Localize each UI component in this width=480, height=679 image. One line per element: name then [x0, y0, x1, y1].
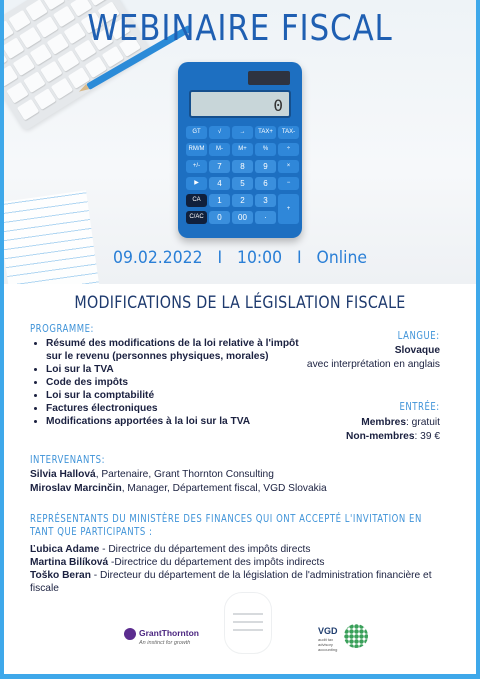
calculator-key: 3 — [255, 194, 276, 207]
seal-logo — [224, 592, 272, 654]
speaker: Silvia Hallová, Partenaire, Grant Thornton Consulting — [30, 469, 274, 480]
calculator-key: C/AC — [186, 211, 207, 224]
calculator-key: % — [255, 143, 276, 156]
calculator-key: √ — [209, 126, 230, 139]
calculator-key: × — [278, 160, 299, 173]
globe-icon — [344, 624, 368, 648]
langue-label: LANGUE: — [398, 330, 440, 342]
calculator-key: CA — [186, 194, 207, 207]
list-item: • Loi sur la comptabilité — [46, 389, 311, 402]
event-time: 10:00 — [237, 248, 283, 268]
calculator-key: 0 — [209, 211, 230, 224]
calculator-display: 0 — [189, 90, 291, 118]
grant-thornton-icon — [124, 628, 136, 640]
calculator-image — [178, 62, 302, 238]
calculator-key: 6 — [255, 177, 276, 190]
calculator-key: ÷ — [278, 143, 299, 156]
list-item: • Modifications apportées à la loi sur la TVA — [46, 415, 311, 428]
separator: I — [217, 248, 223, 268]
calculator-key: TAX+ — [255, 126, 276, 139]
programme-list — [30, 337, 311, 428]
calculator-key: M- — [209, 143, 230, 156]
members-price: Membres: gratuit — [361, 417, 440, 428]
list-item: • Loi sur la TVA — [46, 363, 311, 376]
entree-label: ENTRÉE: — [399, 401, 440, 413]
event-date: 09.02.2022 — [112, 248, 203, 268]
list-item: • Code des impôts — [46, 376, 311, 389]
page-title: WEBINAIRE FISCAL — [87, 8, 393, 49]
calculator-key: · — [255, 211, 276, 224]
langue-value: Slovaque — [394, 345, 440, 356]
vgd-logo: VGD audit tax advisory accounting — [318, 624, 374, 652]
separator: I — [297, 248, 302, 268]
list-item: • Résumé des modifications de la loi relative à l'impôt sur le revenu (personnes physiques, morales) — [46, 337, 311, 363]
calculator-key: TAX- — [278, 126, 299, 139]
representative: Toško Beran - Directeur du département de la législation de l'administration financière et fiscale — [30, 570, 432, 594]
calculator-key: +/- — [186, 160, 207, 173]
nonmembers-price: Non-membres: 39 € — [346, 431, 440, 442]
speaker: Miroslav Marcinčin, Manager, Département fiscal, VGD Slovakia — [30, 483, 327, 494]
grant-thornton-logo: GrantThornton An instinct for growth — [124, 626, 214, 652]
programme-label: PROGRAMME: — [30, 323, 94, 335]
calculator-key: M+ — [232, 143, 253, 156]
event-datetime — [23, 248, 457, 268]
bottom-border — [0, 674, 480, 679]
right-border — [476, 0, 480, 679]
calculator-key: 7 — [209, 160, 230, 173]
calculator-key: 1 — [209, 194, 230, 207]
calculator-key: 5 — [232, 177, 253, 190]
section-title: MODIFICATIONS DE LA LÉGISLATION FISCALE — [74, 293, 406, 313]
calculator-key: GT — [186, 126, 207, 139]
intervenants-label: INTERVENANTS: — [30, 454, 106, 466]
calculator-key: RM/M — [186, 143, 207, 156]
calculator-key: 9 — [255, 160, 276, 173]
list-item: • Factures électroniques — [46, 402, 311, 415]
calculator-key: → — [232, 126, 253, 139]
representants-label: REPRÉSENTANTS DU MINISTÈRE DES FINANCES QUI ONT ACCEPTÉ L'INVITATION EN TANT QUE PARTICIPANTS : — [30, 513, 422, 538]
langue-note: avec interprétation en anglais — [306, 359, 440, 370]
calculator-key: 00 — [232, 211, 253, 224]
solar-panel — [248, 71, 290, 85]
event-format: Online — [316, 248, 368, 268]
calculator-key: 4 — [209, 177, 230, 190]
representative: Ľubica Adame - Directrice du département des impôts directs — [30, 544, 311, 555]
calculator-key: + — [278, 194, 299, 224]
paper-image — [4, 190, 101, 284]
calculator-key: 8 — [232, 160, 253, 173]
calculator-key: 2 — [232, 194, 253, 207]
representative: Martina Bilíková -Directrice du département des impôts indirects — [30, 557, 325, 568]
calculator-key: ▶ — [186, 177, 207, 190]
hero-image — [4, 0, 476, 284]
calculator-key: − — [278, 177, 299, 190]
